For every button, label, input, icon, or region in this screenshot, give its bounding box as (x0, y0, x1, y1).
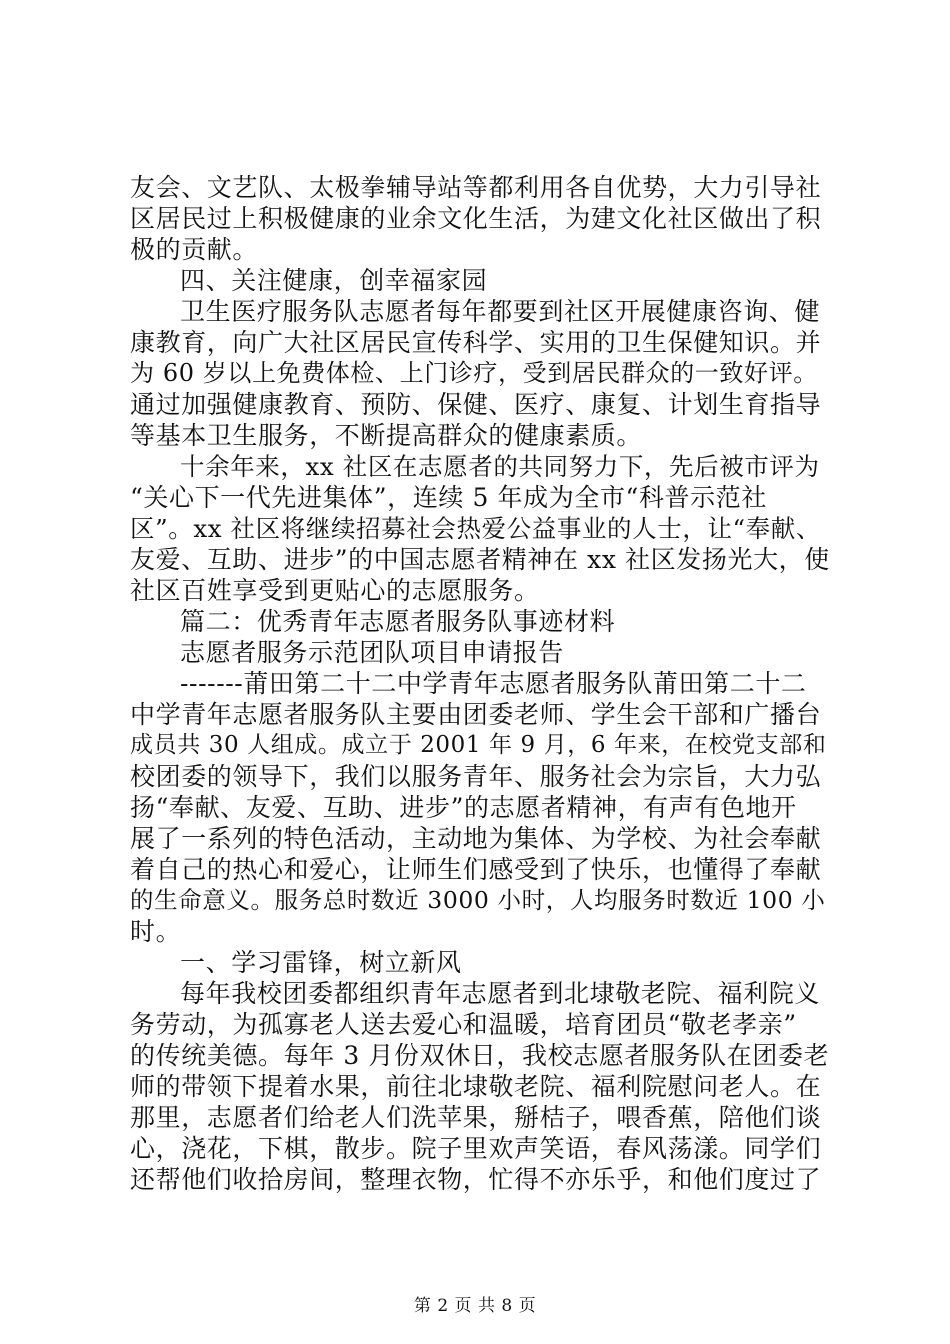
text-line: 扬“奉献、友爱、互助、进步”的志愿者精神，有声有色地开 (130, 793, 797, 822)
text-line: 区”。xx 社区将继续招募社会热爱公益事业的人士，让“奉献、 (130, 514, 821, 543)
text-line: 为 60 岁以上免费体检、上门诊疗，受到居民群众的一致好评。 (130, 359, 818, 387)
text-line: 那里，志愿者们给老人们洗苹果，掰桔子，喂香蕉，陪他们谈 (130, 1103, 822, 1132)
text-line: 还帮他们收拾房间，整理衣物，忙得不亦乐乎，和他们度过了 (130, 1165, 822, 1194)
text-line: 一、学习雷锋，树立新风 (180, 948, 462, 977)
text-line: 志愿者服务示范团队项目申请报告 (180, 638, 565, 667)
document-body (130, 172, 830, 1195)
text-line: 四、关注健康，创幸福家园 (180, 266, 488, 295)
text-line: 友会、文艺队、太极拳辅导站等都利用各自优势，大力引导社 (130, 173, 822, 202)
text-line: 着自己的热心和爱心，让师生们感受到了快乐，也懂得了奉献 (130, 855, 822, 884)
text-line: 中学青年志愿者服务队主要由团委老师、学生会干部和广播台 (130, 700, 822, 729)
text-line: 师的带领下提着水果，前往北埭敬老院、福利院慰问老人。在 (130, 1072, 822, 1101)
text-line: 时。 (130, 917, 182, 946)
text-line: 友爱、互助、进步”的中国志愿者精神在 xx 社区发扬光大，使 (130, 545, 830, 574)
text-line: 篇二：优秀青年志愿者服务队事迹材料 (180, 607, 616, 636)
text-line: 通过加强健康教育、预防、保健、医疗、康复、计划生育指导 (130, 390, 822, 419)
text-line: 等基本卫生服务，不断提高群众的健康素质。 (130, 421, 643, 450)
text-line: -------莆田第二十二中学青年志愿者服务队莆田第二十二 (180, 669, 807, 698)
text-line: 展了一系列的特色活动，主动地为集体、为学校、为社会奉献 (130, 824, 822, 853)
text-line: 卫生医疗服务队志愿者每年都要到社区开展健康咨询、健 (180, 297, 821, 326)
text-line: 每年我校团委都组织青年志愿者到北埭敬老院、福利院义 (180, 979, 821, 1008)
text-line: “关心下一代先进集体”，连续 5 年成为全市“科普示范社 (130, 483, 767, 512)
text-line: 极的贡献。 (130, 235, 259, 264)
text-line: 的传统美德。每年 3 月份双休日，我校志愿者服务队在团委老 (130, 1041, 830, 1070)
text-line: 社区百姓享受到更贴心的志愿服务。 (130, 576, 540, 605)
text-line: 康教育，向广大社区居民宣传科学、实用的卫生保健知识。并 (130, 328, 822, 357)
text-line: 校团委的领导下，我们以服务青年、服务社会为宗旨，大力弘 (130, 762, 822, 791)
text-line: 区居民过上积极健康的业余文化生活，为建文化社区做出了积 (130, 204, 822, 233)
text-line: 心，浇花，下棋，散步。院子里欢声笑语，春风荡漾。同学们 (130, 1134, 822, 1163)
page-number: 第 2 页 共 8 页 (413, 1296, 537, 1316)
text-line: 十余年来，xx 社区在志愿者的共同努力下，先后被市评为 (180, 452, 820, 481)
text-line: 务劳动，为孤寡老人送去爱心和温暖，培育团员“敬老孝亲” (130, 1010, 797, 1039)
text-line: 的生命意义。服务总时数近 3000 小时，人均服务时数近 100 小 (130, 886, 826, 914)
text-line: 成员共 30 人组成。成立于 2001 年 9 月，6 年来，在校党支部和 (130, 732, 827, 758)
